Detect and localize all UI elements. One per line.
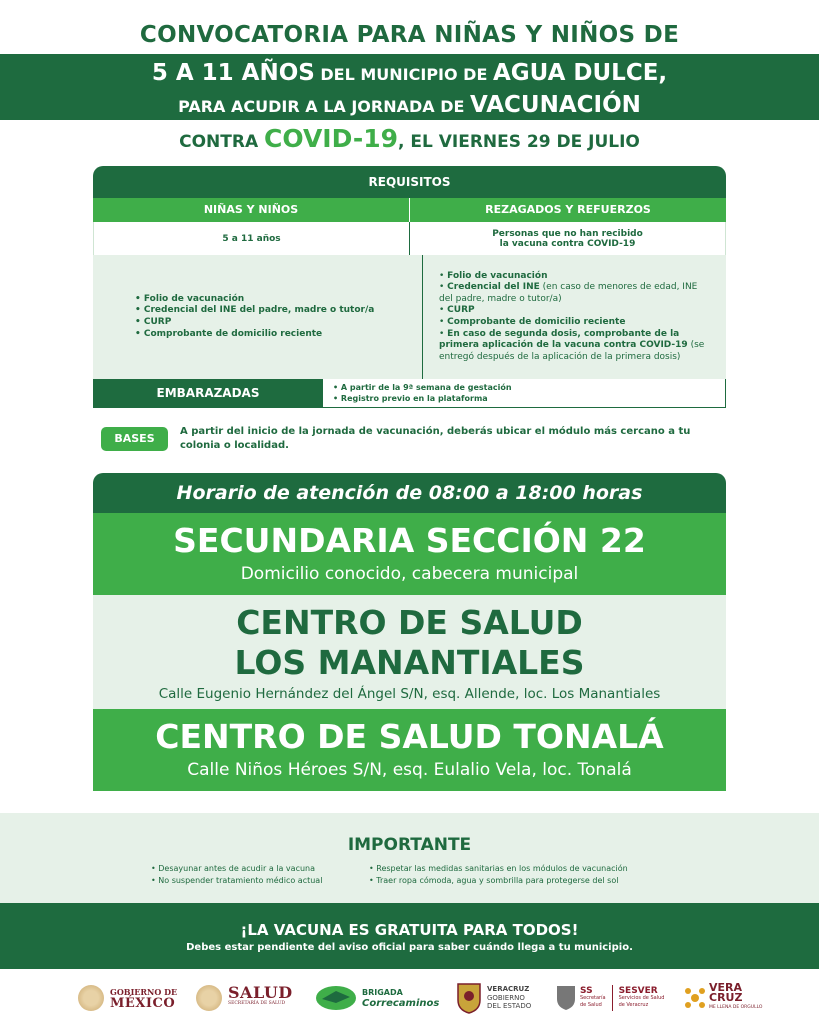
header-line-4 xyxy=(0,124,819,153)
important-title: IMPORTANTE xyxy=(347,835,472,855)
bases-text: A partir del inicio de la jornada de vacunación, deberás ubicar el módulo más cercano a tu colonia o localidad. xyxy=(180,426,691,451)
list-item: • Folio de vacunación xyxy=(135,294,374,306)
children-docs xyxy=(93,255,423,379)
location-name: SECUNDARIA SECCIÓN 22 xyxy=(173,521,646,560)
pregnant-row xyxy=(93,379,726,408)
free-vaccine-title: ¡LA VACUNA ES GRATUITA PARA TODOS! xyxy=(240,921,579,939)
logos-bar xyxy=(0,975,819,1021)
col-header-children: NIÑAS Y NIÑOS xyxy=(93,198,410,222)
list-item: • Credencial del INE (en caso de menores de edad, INE del padre, madre o tutor/a) xyxy=(439,282,712,305)
location-name: CENTRO DE SALUD TONALÁ xyxy=(155,717,664,756)
eagle-seal-icon xyxy=(196,985,222,1011)
list-item: • CURP xyxy=(135,317,374,329)
ornament-icon xyxy=(684,987,706,1009)
schedule-banner: Horario de atención de 08:00 a 18:00 horas xyxy=(93,473,726,513)
logo-salud: SALUD SECRETARÍA DE SALUD xyxy=(196,975,293,1021)
municipality-prefix: DEL MUNICIPIO DE xyxy=(314,65,493,84)
pregnant-label: EMBARAZADAS xyxy=(93,379,323,407)
list-item: • Registro previo en la plataforma xyxy=(333,394,512,405)
location-manantiales xyxy=(93,595,726,709)
list-item: • Desayunar antes de acudir a la vacuna xyxy=(151,863,322,875)
logo-veracruz-gobierno: VERACRUZ GOBIERNO DEL ESTADO xyxy=(456,975,531,1021)
header-line-1: CONVOCATORIA PARA NIÑAS Y NIÑOS DE xyxy=(139,22,680,48)
state-shield-icon xyxy=(556,985,576,1011)
pregnant-list xyxy=(323,379,512,407)
logo-gobierno-mexico: GOBIERNO DE MÉXICO xyxy=(78,975,177,1021)
children-age: 5 a 11 años xyxy=(94,222,410,255)
free-vaccine-subtitle: Debes estar pendiente del aviso oficial para saber cuándo llega a tu municipio. xyxy=(186,942,633,953)
list-item: • CURP xyxy=(439,305,712,317)
eagle-seal-icon xyxy=(78,985,104,1011)
location-tonala xyxy=(93,709,726,791)
important-list-right xyxy=(369,863,628,887)
age-range: 5 A 11 AÑOS xyxy=(151,60,315,86)
against-prefix: CONTRA xyxy=(179,132,265,152)
location-address: Calle Eugenio Hernández del Ángel S/N, esq. Allende, loc. Los Manantiales xyxy=(158,686,661,702)
bases-badge: BASES xyxy=(101,427,168,451)
requirements-headers xyxy=(93,198,726,222)
age-row xyxy=(93,222,726,255)
list-item: • Folio de vacunación xyxy=(439,271,712,283)
list-item: • No suspender tratamiento médico actual xyxy=(151,875,322,887)
free-vaccine-banner xyxy=(0,903,819,969)
logo-veracruz-orgullo: VERA CRUZ ME LLENA DE ORGULLO xyxy=(684,975,762,1021)
list-item: • Respetar las medidas sanitarias en los módulos de vacunación xyxy=(369,863,628,875)
header-line-3 xyxy=(0,92,819,118)
roadrunner-icon xyxy=(314,983,358,1013)
requirements-title: REQUISITOS xyxy=(93,166,726,198)
location-secundaria xyxy=(93,513,726,595)
header-line-2 xyxy=(0,60,819,86)
list-item: • A partir de la 9ª semana de gestación xyxy=(333,383,512,394)
location-name: CENTRO DE SALUD LOS MANANTIALES xyxy=(234,603,585,682)
boosters-audience xyxy=(410,222,725,255)
location-address: Calle Niños Héroes S/N, esq. Eulalio Vela, loc. Tonalá xyxy=(187,760,632,780)
boosters-audience-l1: Personas que no han recibido xyxy=(492,228,643,239)
logo-ss-sesver: SS Secretaría de Salud SESVER Servicios de Salud de Veracruz xyxy=(556,975,664,1021)
event-prefix: PARA ACUDIR A LA JORNADA DE xyxy=(178,97,471,116)
veracruz-shield-icon xyxy=(456,982,482,1014)
list-item: • Credencial del INE del padre, madre o tutor/a xyxy=(135,305,374,317)
list-item: • Traer ropa cómoda, agua y sombrilla para protegerse del sol xyxy=(369,875,628,887)
list-item: • En caso de segunda dosis, comprobante de la primera aplicación de la vacuna contra COVID-19 (se entregó después de la aplicación de la primera dosis) xyxy=(439,329,712,364)
important-list-left xyxy=(151,863,322,887)
location-address: Domicilio conocido, cabecera municipal xyxy=(240,564,579,584)
requirements-table xyxy=(93,166,726,408)
logo-brigada-correcaminos: BRIGADA Correcaminos xyxy=(314,975,439,1021)
boosters-docs xyxy=(423,255,726,379)
event-date: , EL VIERNES 29 DE JULIO xyxy=(398,132,640,152)
event-name: VACUNACIÓN xyxy=(470,92,641,118)
documents-row xyxy=(93,255,726,379)
covid-label: COVID-19 xyxy=(264,124,398,153)
important-section xyxy=(0,813,819,903)
boosters-audience-l2: la vacuna contra COVID-19 xyxy=(499,238,636,249)
list-item: • Comprobante de domicilio reciente xyxy=(135,329,374,341)
list-item: • Comprobante de domicilio reciente xyxy=(439,317,712,329)
municipality-name: AGUA DULCE, xyxy=(492,60,668,86)
col-header-boosters: REZAGADOS Y REFUERZOS xyxy=(485,203,651,216)
